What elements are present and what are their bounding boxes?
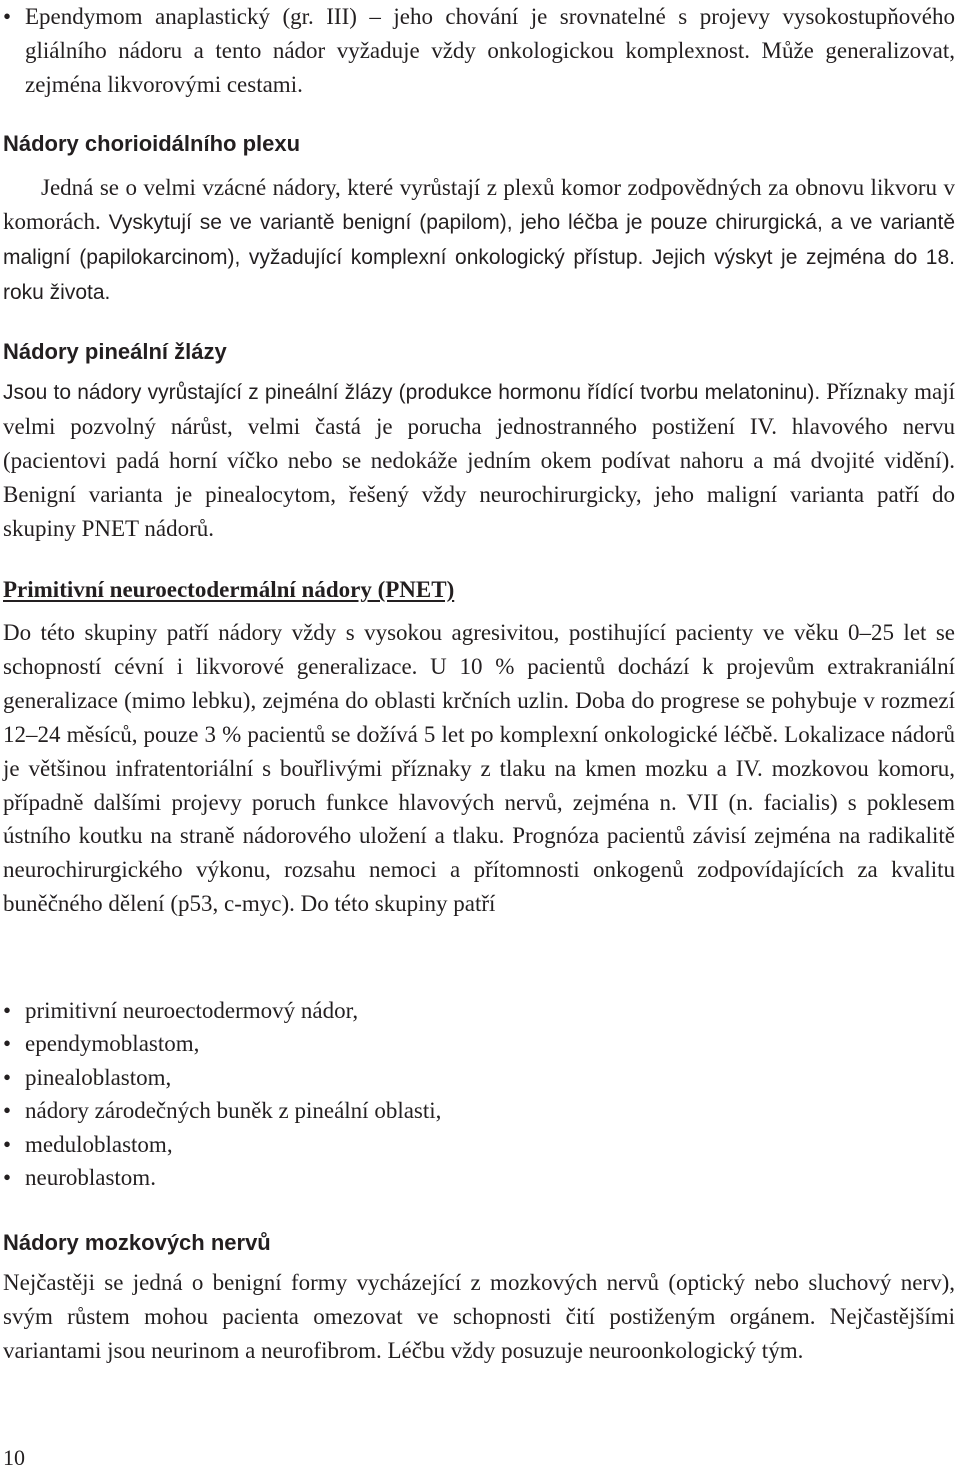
pnet-text-part5: Prognóza pacientů závisí zejména na radikalitě neurochirurgického výkonu, rozsahu nemoci a přítomnosti onkogenů zodpovídajících za kvalitu buněčného dělení (p53, c-myc). Do této skupiny patří [3, 823, 955, 917]
list-item: • primitivní neuroectodermový nádor, [3, 994, 441, 1027]
page-number: 10 [3, 1445, 25, 1470]
plexus-text-part2: Vyskytují se ve variantě benigní (papilom), jeho léčba je pouze chirurgická, a ve variantě maligní (papilokarcinom), vyžadující komplexní onkologický přístup. Jejich výskyt je zejména do 18. roku života. [3, 210, 955, 304]
paragraph-cranial-nerve-tumors: Nejčastěji se jedná o benigní formy vycházející z mozkových nervů (optický nebo sluchový nerv), svým růstem mohou pacienta omezovat ve schopnosti čití postiženým orgánem. Nejčastějšími variantami jsou neurinom a neurofibrom. Léčbu vždy posuzuje neuroonkologický tým. [3, 1270, 955, 1363]
continuation-bullet-text: Ependymom anaplastický (gr. III) – jeho chování je srovnatelné s projevy vysokostupňového gliálního nádoru a tento nádor vyžaduje vždy onkologickou komplexnost. Může generalizovat, zejména likvorovými cestami. [25, 4, 955, 97]
pineal-text-part1: Jsou to nádory vyrůstající z pineální žlázy (produkce hormonu řídící tvorbu melatoninu). [3, 381, 821, 404]
paragraph-pnet [3, 616, 955, 921]
pnet-tumor-list [3, 994, 441, 1194]
list-item: • pinealoblastom, [3, 1061, 441, 1094]
pnet-text-part2: U 10 % pacientů dochází k projevům extrakraniální generalizace (mimo lebku), zejména do oblasti krčních uzlin. [3, 653, 955, 713]
heading-pnet: Primitivní neuroectodermální nádory (PNET) [3, 577, 455, 602]
list-item: • nádory zárodečných buněk z pineální oblasti, [3, 1094, 441, 1127]
list-item: • meduloblastom, [3, 1128, 441, 1161]
list-item: • ependymoblastom, [3, 1027, 441, 1060]
bullet-icon: • [3, 4, 12, 29]
pnet-text-part1: Do této skupiny patří nádory vždy s vysokou agresivitou, postihující pacienty ve věku 0–25 let se schopností cévní i likvorové generalizace. [3, 620, 955, 679]
plexus-text-part1: Jedná se o velmi vzácné nádory, které vyrůstají z plexů komor zodpovědných za obnovu likvoru v komorách. [3, 175, 955, 234]
heading-cranial-nerve-tumors: Nádory mozkových nervů [3, 1230, 271, 1255]
heading-plexus-tumors: Nádory chorioidálního plexu [3, 131, 301, 156]
pnet-text-part4: Lokalizace nádorů je většinou infratentoriální s bouřlivými příznaky z tlaku na kmen mozku a IV. mozkovou komoru, případně dalšími projevy poruch funkce hlavových nervů, zejména n. VII (n. facialis) s poklesem ústního koutku na straně nádorového uložení a tlaku. [3, 721, 955, 849]
pineal-text-part3: Benigní varianta je pinealocytom, řešený vždy neurochirurgicky, jeho maligní varianta patří do skupiny PNET nádorů. [3, 481, 955, 541]
paragraph-plexus-tumors [3, 171, 955, 310]
continuation-bullet-item [3, 0, 955, 102]
pineal-text-part2: Příznaky mají velmi pozvolný nárůst, velmi častá je porucha jednostranného postižení IV. hlavového nervu (pacientovi padá horní víčko nebo se nedokáže jedním okem podívat nahoru a má dvojité vidění). [3, 379, 956, 473]
paragraph-pineal-tumors [3, 375, 955, 546]
list-item: • neuroblastom. [3, 1161, 441, 1194]
pnet-text-part3: Doba do progrese se pohybuje v rozmezí 12–24 měsíců, pouze 3 % pacientů se dožívá 5 let po komplexní onkologické léčbě. [3, 687, 955, 747]
heading-pineal-tumors: Nádory pineální žlázy [3, 339, 227, 364]
